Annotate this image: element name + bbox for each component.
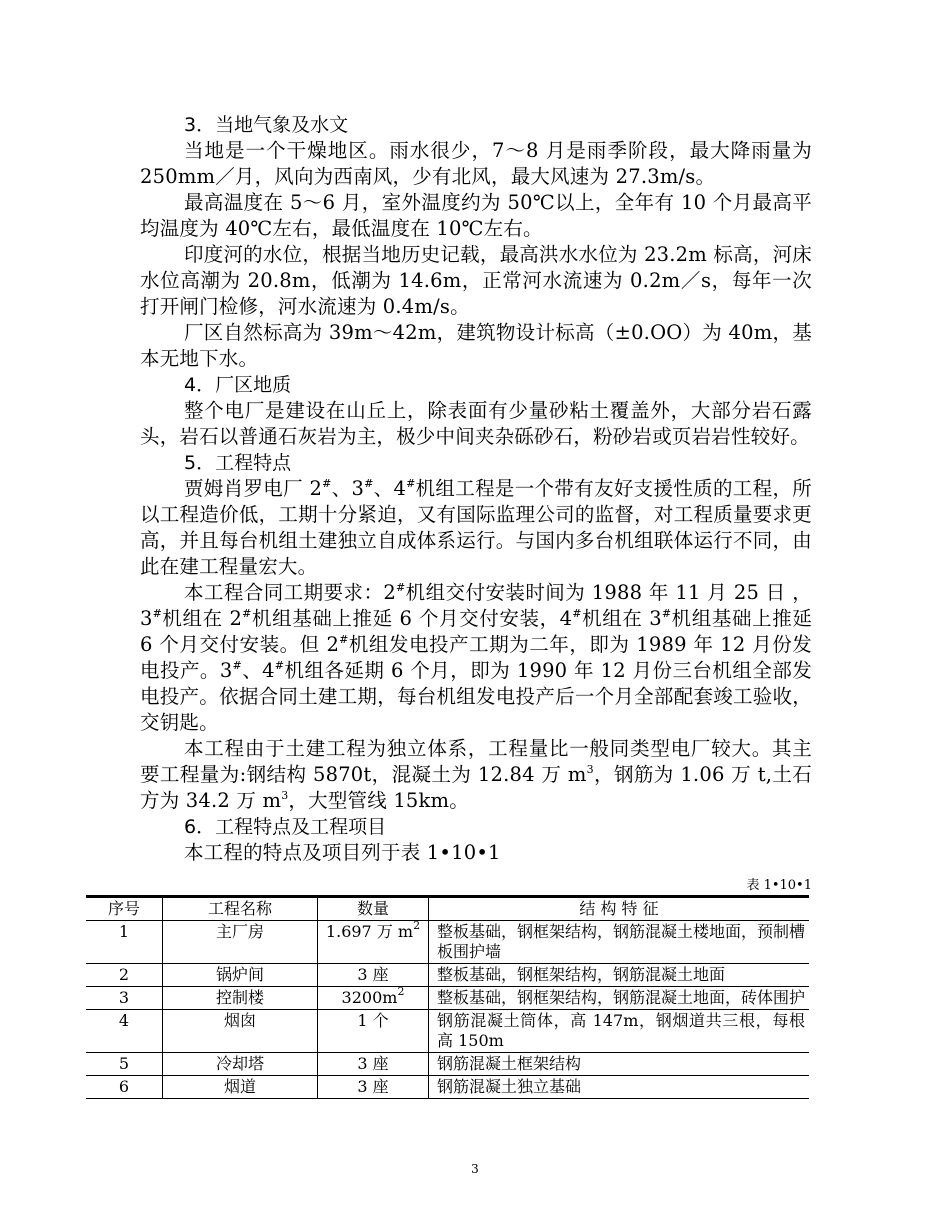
- header-index: 序号: [86, 897, 163, 921]
- superscript: #: [572, 607, 582, 620]
- cell-features: [429, 921, 810, 964]
- superscript: #: [661, 607, 672, 620]
- cell-name-text: 主厂房: [215, 922, 264, 941]
- paragraph: 本工程的特点及项目列于表 1•10•1: [184, 841, 501, 864]
- paragraph: 整个电厂是建设在山丘上，除表面有少量砂粘土覆盖外，大部分岩石露头，岩石以普通石灰岩为主，极少中间夹杂砾砂石，粉砂岩或页岩岩性较好。: [140, 399, 812, 448]
- superscript: #: [396, 581, 406, 594]
- cell-quantity: [318, 921, 429, 964]
- text-run: 机组基础上推延 6 个月交付安装，4: [251, 607, 573, 630]
- text-run: 机组各延期 6 个月，即为 1990 年 12 月份三台机组全部发电投产。依据合同土建工期，每台机组发电投产后一个月全部配套竣工验收，交钥匙。: [140, 659, 812, 734]
- paragraph-mixed: [140, 580, 812, 736]
- cell-features-text: 钢筋混凝土筒体，高 147m，钢烟道共三根，每根高 150m: [437, 1011, 805, 1050]
- header-name: 工程名称: [163, 897, 318, 921]
- project-table: [86, 895, 809, 1099]
- paragraph: 最高温度在 5～6 月，室外温度约为 50℃以上，全年有 10 个月最高平均温度为 40℃左右，最低温度在 10℃左右。: [140, 191, 812, 240]
- text-run: 机组在 2: [162, 607, 243, 630]
- cell-name: [163, 921, 318, 964]
- section-heading-4: 4．厂区地质: [184, 374, 292, 396]
- table-row: [86, 921, 809, 964]
- cell-name-text: 锅炉间: [215, 965, 264, 984]
- section-heading-6: 6．工程特点及工程项目: [184, 816, 387, 838]
- header-quantity: 数量: [318, 897, 429, 921]
- superscript: 2: [397, 985, 405, 998]
- text-run: 、3: [331, 477, 365, 500]
- cell-index-text: 5: [118, 1054, 130, 1073]
- superscript: 2: [413, 919, 421, 932]
- cell-name: [163, 1053, 318, 1076]
- cell-features: [429, 987, 810, 1010]
- superscript: 3: [586, 763, 594, 776]
- table-row: [86, 1053, 809, 1076]
- table-row: [86, 987, 809, 1010]
- cell-quantity-text: 1 个: [357, 1011, 389, 1030]
- superscript: #: [406, 477, 416, 490]
- text-run: 机组交付安装时间为 1988 年 11 月 25 日 ，3: [140, 581, 812, 630]
- text-run: 机组发电投产工期为二年，即为 1989 年 12 月份发电投产。3: [140, 633, 812, 682]
- cell-index: [86, 987, 163, 1010]
- text-run: ，大型管线 15km。: [288, 789, 469, 812]
- cell-quantity: [318, 1076, 429, 1099]
- cell-features-text: 整板基础，钢框架结构，钢筋混凝土地面，砖体围护: [437, 988, 806, 1007]
- cell-index: [86, 921, 163, 964]
- cell-index-text: 6: [118, 1077, 130, 1096]
- cell-name-text: 冷却塔: [215, 1054, 264, 1073]
- cell-name: [163, 1076, 318, 1099]
- cell-index: [86, 964, 163, 987]
- cell-features: [429, 1076, 810, 1099]
- cell-quantity-text: 3 座: [357, 1077, 389, 1096]
- cell-quantity-text: 3 座: [357, 1054, 389, 1073]
- cell-features: [429, 1053, 810, 1076]
- cell-quantity: [318, 1053, 429, 1076]
- text-run: 机组工程是一个带有友好支援性质的工程，所以工程造价低，工期十分紧迫，又有国际监理公司的监督，对工程质量要求更高，并且每台机组土建独立自成体系运行。与国内多台机组联体运行不同，由此在建工程量宏大。: [140, 477, 812, 578]
- cell-index: [86, 1010, 163, 1053]
- cell-quantity: [318, 1010, 429, 1053]
- superscript: #: [152, 607, 163, 620]
- cell-quantity: [318, 964, 429, 987]
- paragraph-mixed: [140, 736, 812, 814]
- cell-index-text: 2: [118, 965, 130, 984]
- paragraph: 当地是一个干燥地区。雨水很少，7～8 月是雨季阶段，最大降雨量为 250mm／月，风向为西南风，少有北风，最大风速为 27.3m/s。: [140, 139, 812, 188]
- cell-features-text: 整板基础，钢框架结构，钢筋混凝土楼地面，预制槽板围护墙: [437, 922, 806, 961]
- cell-features: [429, 964, 810, 987]
- page-number: 3: [471, 1162, 479, 1176]
- cell-quantity-text: 3200m: [341, 988, 398, 1007]
- cell-name-text: 控制楼: [215, 988, 264, 1007]
- header-features: 结 构 特 征: [429, 897, 810, 921]
- cell-features-text: 整板基础，钢框架结构，钢筋混凝土地面: [437, 965, 726, 984]
- cell-index: [86, 1076, 163, 1099]
- paragraph: 印度河的水位，根据当地历史记载，最高洪水水位为 23.2m 标高，河床水位高潮为 20.8m，低潮为 14.6m，正常河水流速为 0.2m／s，每年一次打开闸门检修，河水流速为 0.4m/s。: [140, 243, 812, 318]
- cell-features-text: 钢筋混凝土独立基础: [437, 1077, 582, 1096]
- cell-index-text: 1: [118, 922, 130, 941]
- table-row: [86, 964, 809, 987]
- document-page: [107, 112, 813, 1099]
- table-row: [86, 1076, 809, 1099]
- text-run: 、4: [241, 659, 275, 682]
- text-run: 、4: [373, 477, 407, 500]
- superscript: #: [364, 477, 374, 490]
- cell-index: [86, 1053, 163, 1076]
- superscript: #: [322, 477, 332, 490]
- cell-quantity-text: 1.697 万 m: [325, 922, 414, 941]
- paragraph-mixed: [140, 476, 812, 580]
- paragraph: 厂区自然标高为 39m～42m，建筑物设计标高（±0.OO）为 40m，基本无地下水。: [140, 321, 812, 370]
- cell-name-text: 烟囱: [223, 1011, 256, 1030]
- cell-features-text: 钢筋混凝土框架结构: [437, 1054, 582, 1073]
- cell-name: [163, 987, 318, 1010]
- text-run: 本工程由于土建工程为独立体系，工程量比一般同类型电厂较大。其主要工程量为:钢结构 5870t，混凝土为 12.84 万 m: [140, 737, 812, 786]
- superscript: #: [242, 607, 252, 620]
- superscript: #: [232, 659, 242, 672]
- section-heading-3: 3．当地气象及水文: [184, 114, 349, 136]
- table-row: [86, 1010, 809, 1053]
- superscript: #: [274, 659, 285, 672]
- cell-index-text: 3: [118, 988, 130, 1007]
- cell-name: [163, 964, 318, 987]
- cell-features: [429, 1010, 810, 1053]
- text-run: 贾姆肖罗电厂 2: [184, 477, 323, 500]
- cell-name-text: 烟道: [223, 1077, 256, 1096]
- cell-name: [163, 1010, 318, 1053]
- superscript: 3: [281, 789, 289, 802]
- cell-quantity: [318, 987, 429, 1010]
- text-run: ，钢筋为 1.06 万 t,土石方为 34.2 万 m: [140, 763, 812, 812]
- text-run: 机组在 3: [581, 607, 662, 630]
- text-run: 本工程合同工期要求：2: [184, 581, 397, 604]
- table-caption: 表 1•10•1: [746, 878, 812, 893]
- section-heading-5: 5．工程特点: [184, 452, 292, 474]
- table-header-row: [86, 897, 809, 921]
- superscript: #: [339, 633, 349, 646]
- text-run: 机组基础上推延 6 个月交付安装。但 2: [140, 607, 813, 656]
- cell-index-text: 4: [118, 1011, 130, 1030]
- cell-quantity-text: 3 座: [357, 965, 389, 984]
